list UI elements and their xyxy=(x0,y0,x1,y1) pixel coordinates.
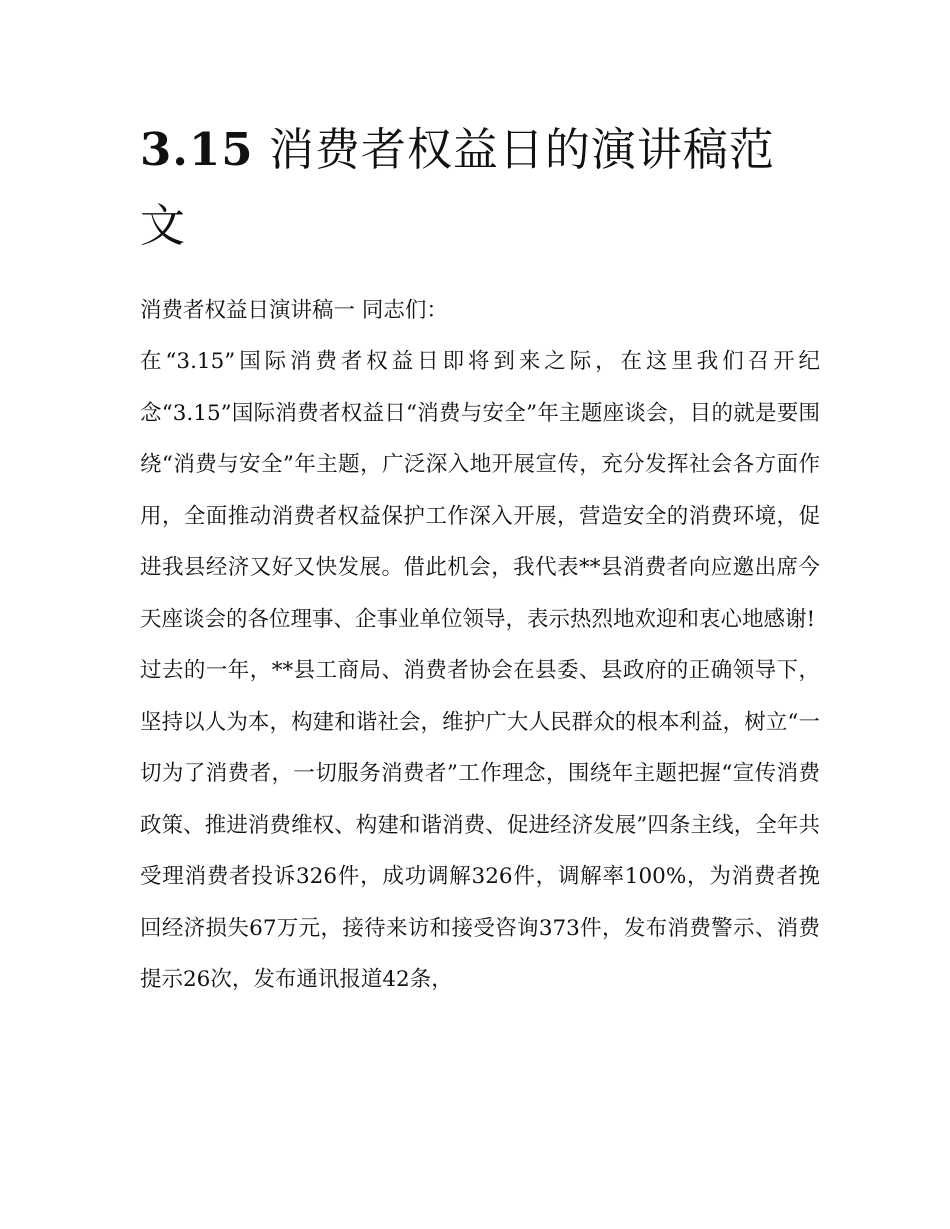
intro-line: 消费者权益日演讲稿一 同志们： xyxy=(140,298,448,323)
document-page xyxy=(140,112,820,1006)
title-text: 消费者权益日的演讲稿范文 xyxy=(140,123,775,252)
document-title xyxy=(140,112,820,264)
title-number: 3.15 xyxy=(140,123,254,176)
paragraph-1: 在“3.15”国际消费者权益日即将到来之际，在这里我们召开纪念“3.15”国际消费者权益日“消费与安全”年主题座谈会，目的就是要围绕“消费与安全”年主题，广泛深入地开展宣传，充分发挥社会各方面作用，全面推动消费者权益保护工作深入开展，营造安全的消费环境，促进我县经济又好又快发展。借此机会，我代表**县消费者向应邀出席今天座谈会的各位理事、企事业单位领导，表示热烈地欢迎和衷心地感谢! xyxy=(140,349,820,632)
paragraph-2: 过去的一年，**县工商局、消费者协会在县委、县政府的正确领导下，坚持以人为本，构建和谐社会，维护广大人民群众的根本利益，树立“一切为了消费者，一切服务消费者”工作理念，围绕年主题把握“宣传消费政策、推进消费维权、构建和谐消费、促进经济发展”四条主线，全年共受理消费者投诉326件，成功调解326件，调解率100%，为消费者挽回经济损失67万元，接待来访和接受咨询373件，发布消费警示、消费提示26次，发布通讯报道42条， xyxy=(140,658,820,992)
